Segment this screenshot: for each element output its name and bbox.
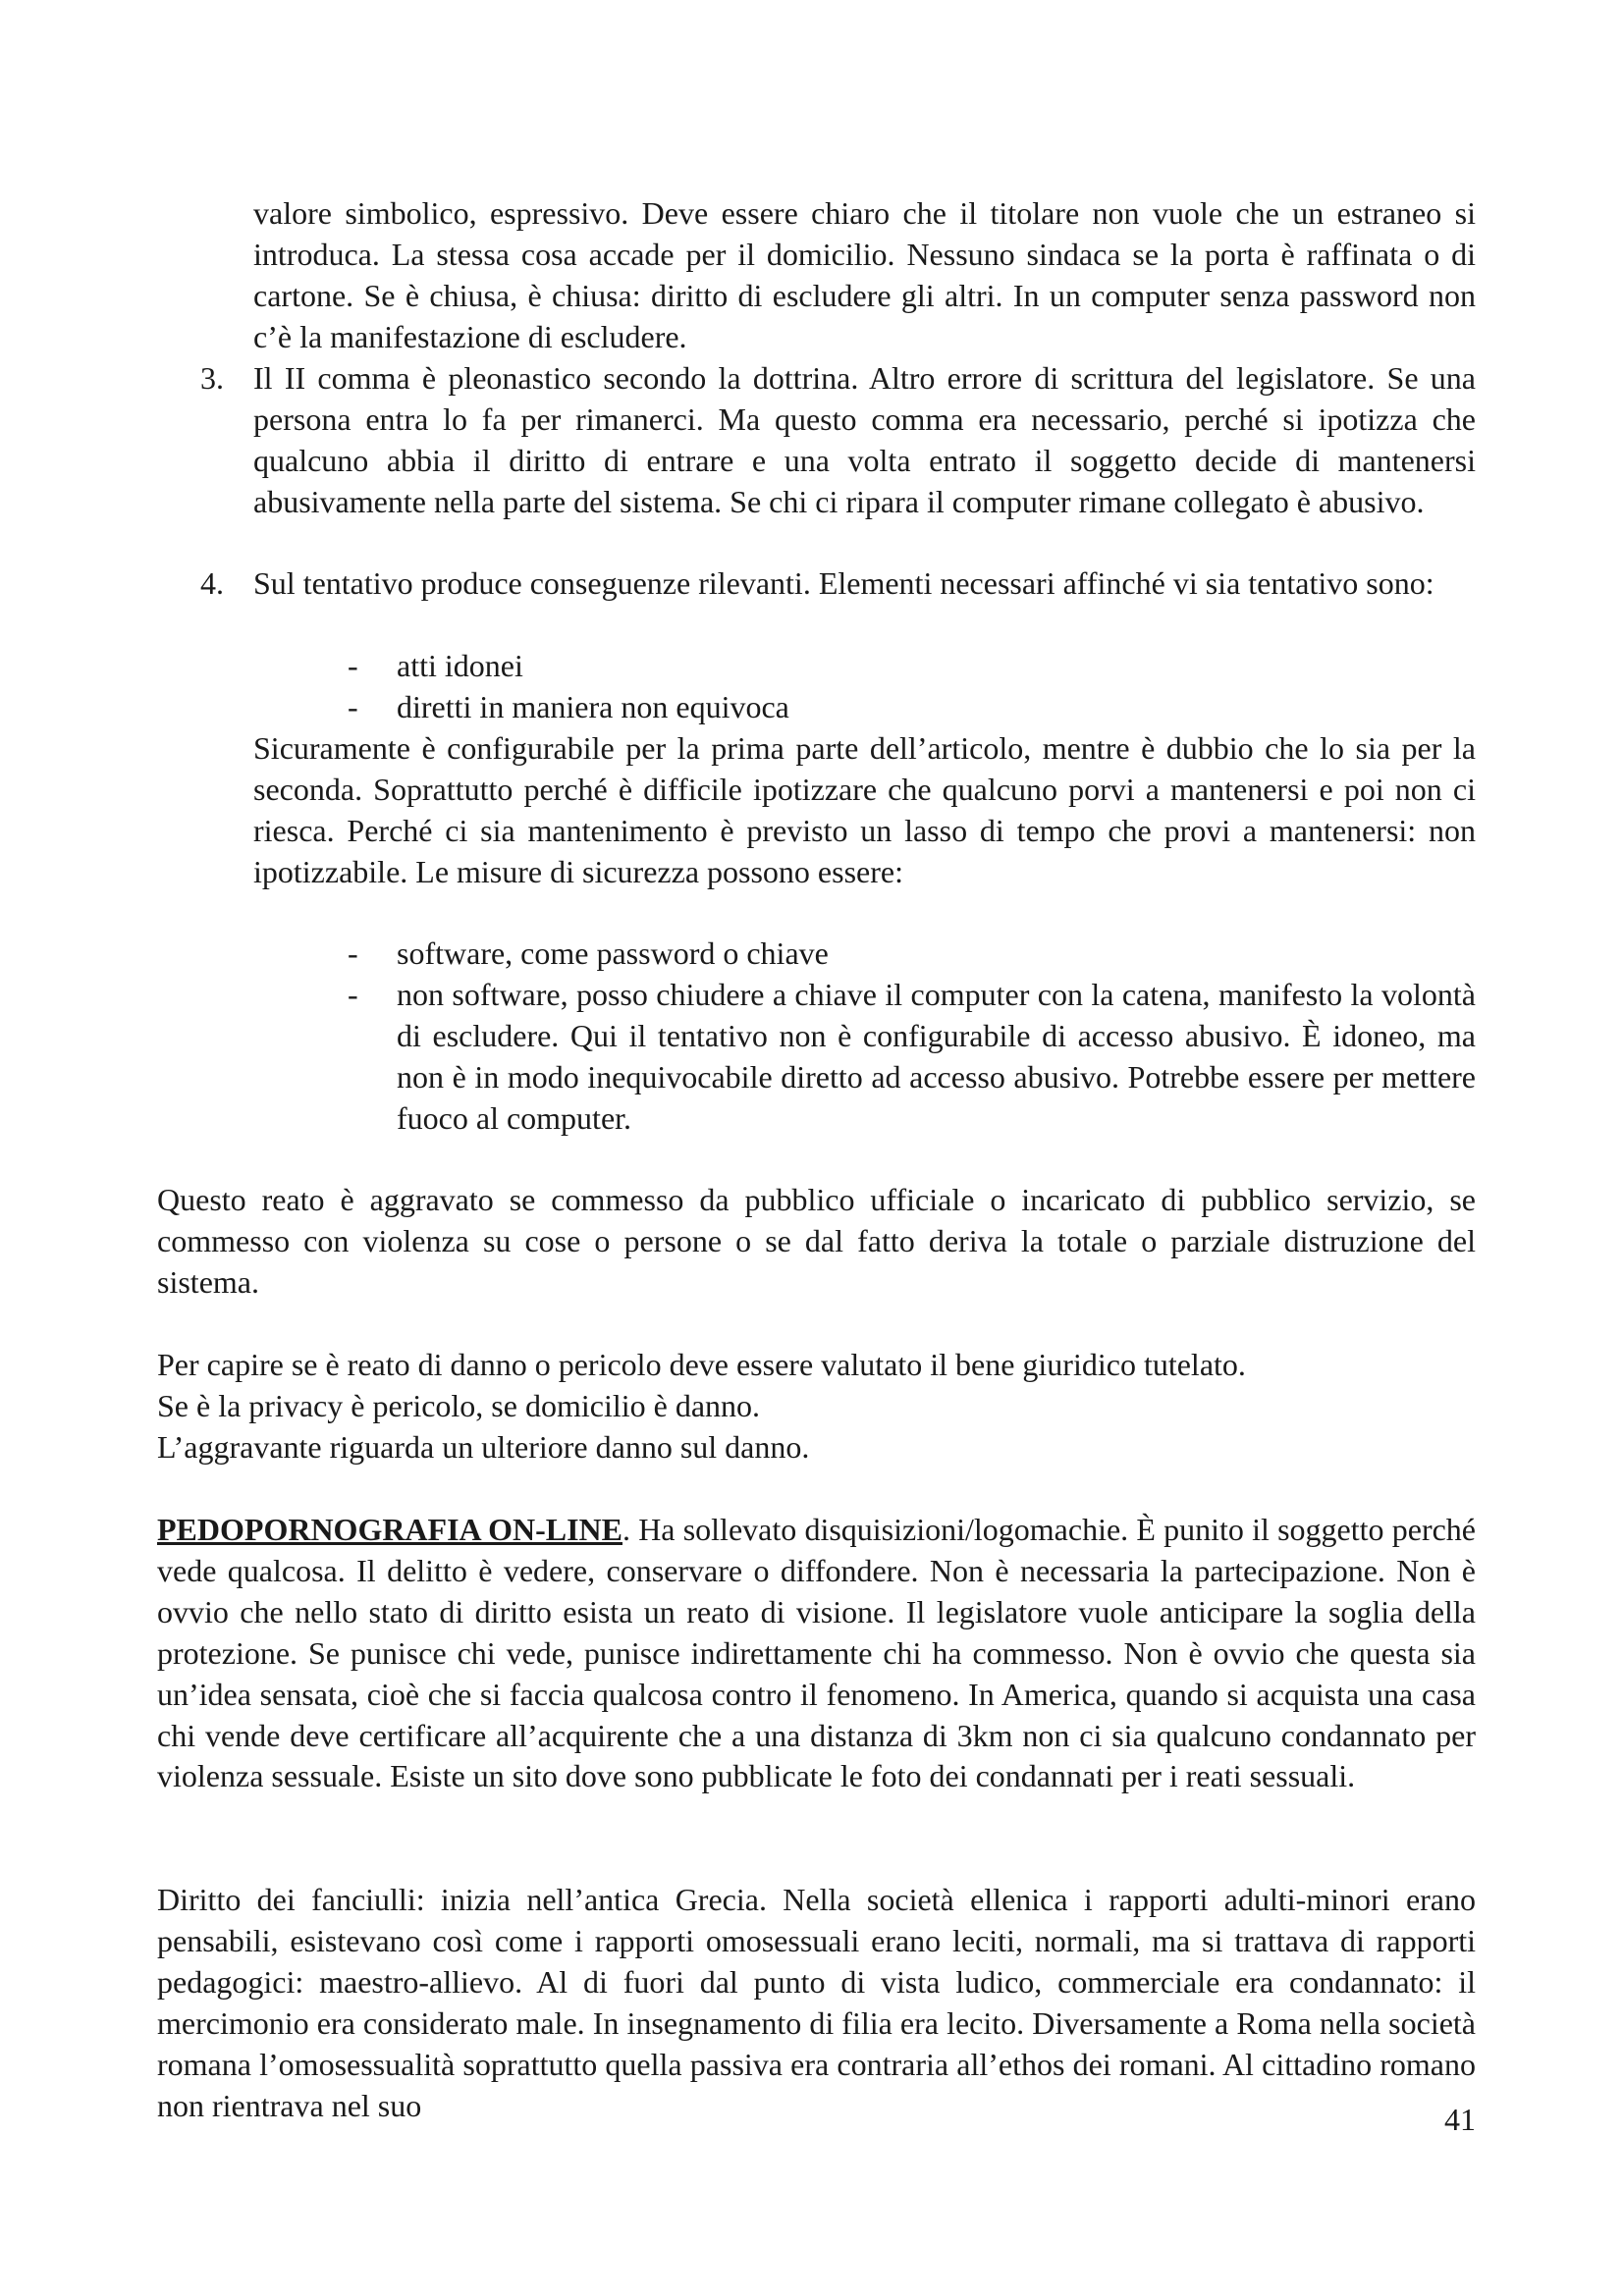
pedopornografia-paragraph bbox=[157, 1510, 1476, 1797]
bullet-text: software, come password o chiave bbox=[397, 935, 829, 971]
section-heading: PEDOPORNOGRAFIA ON-LINE bbox=[157, 1512, 622, 1547]
history-paragraph: Diritto dei fanciulli: inizia nell’antica Grecia. Nella società ellenica i rapporti adulti-minori erano pensabili, esistevano così come i rapporti omosessuali erano leciti, normali, ma si trattava di rapporti pedagogici: maestro-allievo. Al di fuori dal punto di vista ludico, commerciale era condannato: il mercimonio era considerato male. In insegnamento di filia era lecito. Diversamente a Roma nella società romana l’omosessualità soprattutto quella passiva era contraria all’ethos dei romani. Al cittadino romano non rientrava nel suo bbox=[157, 1882, 1476, 2123]
bullet-text: atti idonei bbox=[397, 648, 523, 683]
text-line: L’aggravante riguarda un ulteriore danno sul danno. bbox=[157, 1429, 810, 1465]
list-number: 4. bbox=[200, 565, 224, 601]
dash-marker: - bbox=[348, 977, 358, 1012]
text-line: Per capire se è reato di danno o pericolo deve essere valutato il bene giuridico tutelato. bbox=[157, 1347, 1246, 1382]
bullet-item bbox=[348, 646, 1476, 687]
section-text: . Ha sollevato disquisizioni/logomachie. È punito il soggetto perché vede qualcosa. Il delitto è vedere, conservare o diffondere. Non è necessaria la partecipazione. Non è ovvio che nello stato di diritto esista un reato di visione. Il legislatore vuole anticipare la soglia della protezione. Se punisce chi vede, punisce indirettamente chi ha commesso. Non è ovvio che questa sia un’idea sensata, cioè che si faccia qualcosa contro il fenomeno. In America, quando si acquista una casa chi vende deve certificare all’acquirente che a una distanza di 3km non ci sia qualcuno condannato per violenza sessuale. Esiste un sito dove sono pubblicate le foto dei condannati per i reati sessuali. bbox=[157, 1512, 1477, 1794]
list-item-text: Sul tentativo produce conseguenze rilevanti. Elementi necessari affinché vi sia tentativo sono: bbox=[253, 565, 1434, 601]
security-measures-paragraph: Sicuramente è configurabile per la prima parte dell’articolo, mentre è dubbio che lo sia per la seconda. Soprattutto perché è difficile ipotizzare che qualcuno porvi a mantenersi e poi non ci riesca. Perché ci sia mantenimento è previsto un lasso di tempo che provi a mantenersi: non ipotizzabile. Le misure di sicurezza possono essere: bbox=[253, 730, 1476, 889]
list-item-3 bbox=[200, 358, 1476, 523]
aggravated-paragraph: Questo reato è aggravato se commesso da pubblico ufficiale o incaricato di pubblico servizio, se commesso con violenza su cose o persone o se dal fatto deriva la totale o parziale distruzione del sistema. bbox=[157, 1182, 1476, 1300]
bullet-item bbox=[348, 975, 1476, 1140]
dash-marker: - bbox=[348, 689, 358, 724]
list-number: 3. bbox=[200, 360, 224, 396]
bullet-text: diretti in maniera non equivoca bbox=[397, 689, 789, 724]
text-line: Se è la privacy è pericolo, se domicilio è danno. bbox=[157, 1388, 761, 1423]
page-number: 41 bbox=[1444, 2102, 1476, 2137]
list-item-text: Il II comma è pleonastico secondo la dottrina. Altro errore di scrittura del legislatore. Se una persona entra lo fa per rimanerci. Ma questo comma era necessario, perché si ipotizza che qualcuno abbia il diritto di entrare e una volta entrato il soggetto decide di mantenersi abusivamente nella parte del sistema. Se chi ci ripara il computer rimane collegato è abusivo. bbox=[253, 360, 1476, 519]
dash-marker: - bbox=[348, 648, 358, 683]
dash-marker: - bbox=[348, 935, 358, 971]
bullet-item bbox=[348, 934, 1476, 975]
bullet-item bbox=[348, 687, 1476, 728]
list-item-4 bbox=[200, 563, 1476, 605]
continuation-paragraph: valore simbolico, espressivo. Deve essere chiaro che il titolare non vuole che un estraneo si introduca. La stessa cosa accade per il domicilio. Nessuno sindaca se la porta è raffinata o di cartone. Se è chiusa, è chiusa: diritto di escludere gli altri. In un computer senza password non c’è la manifestazione di escludere. bbox=[253, 195, 1476, 354]
bullet-text: non software, posso chiudere a chiave il computer con la catena, manifesto la volontà di escludere. Qui il tentativo non è configurabile di accesso abusivo. È idoneo, ma non è in modo inequivocabile diretto ad accesso abusivo. Potrebbe essere per mettere fuoco al computer. bbox=[397, 977, 1476, 1136]
